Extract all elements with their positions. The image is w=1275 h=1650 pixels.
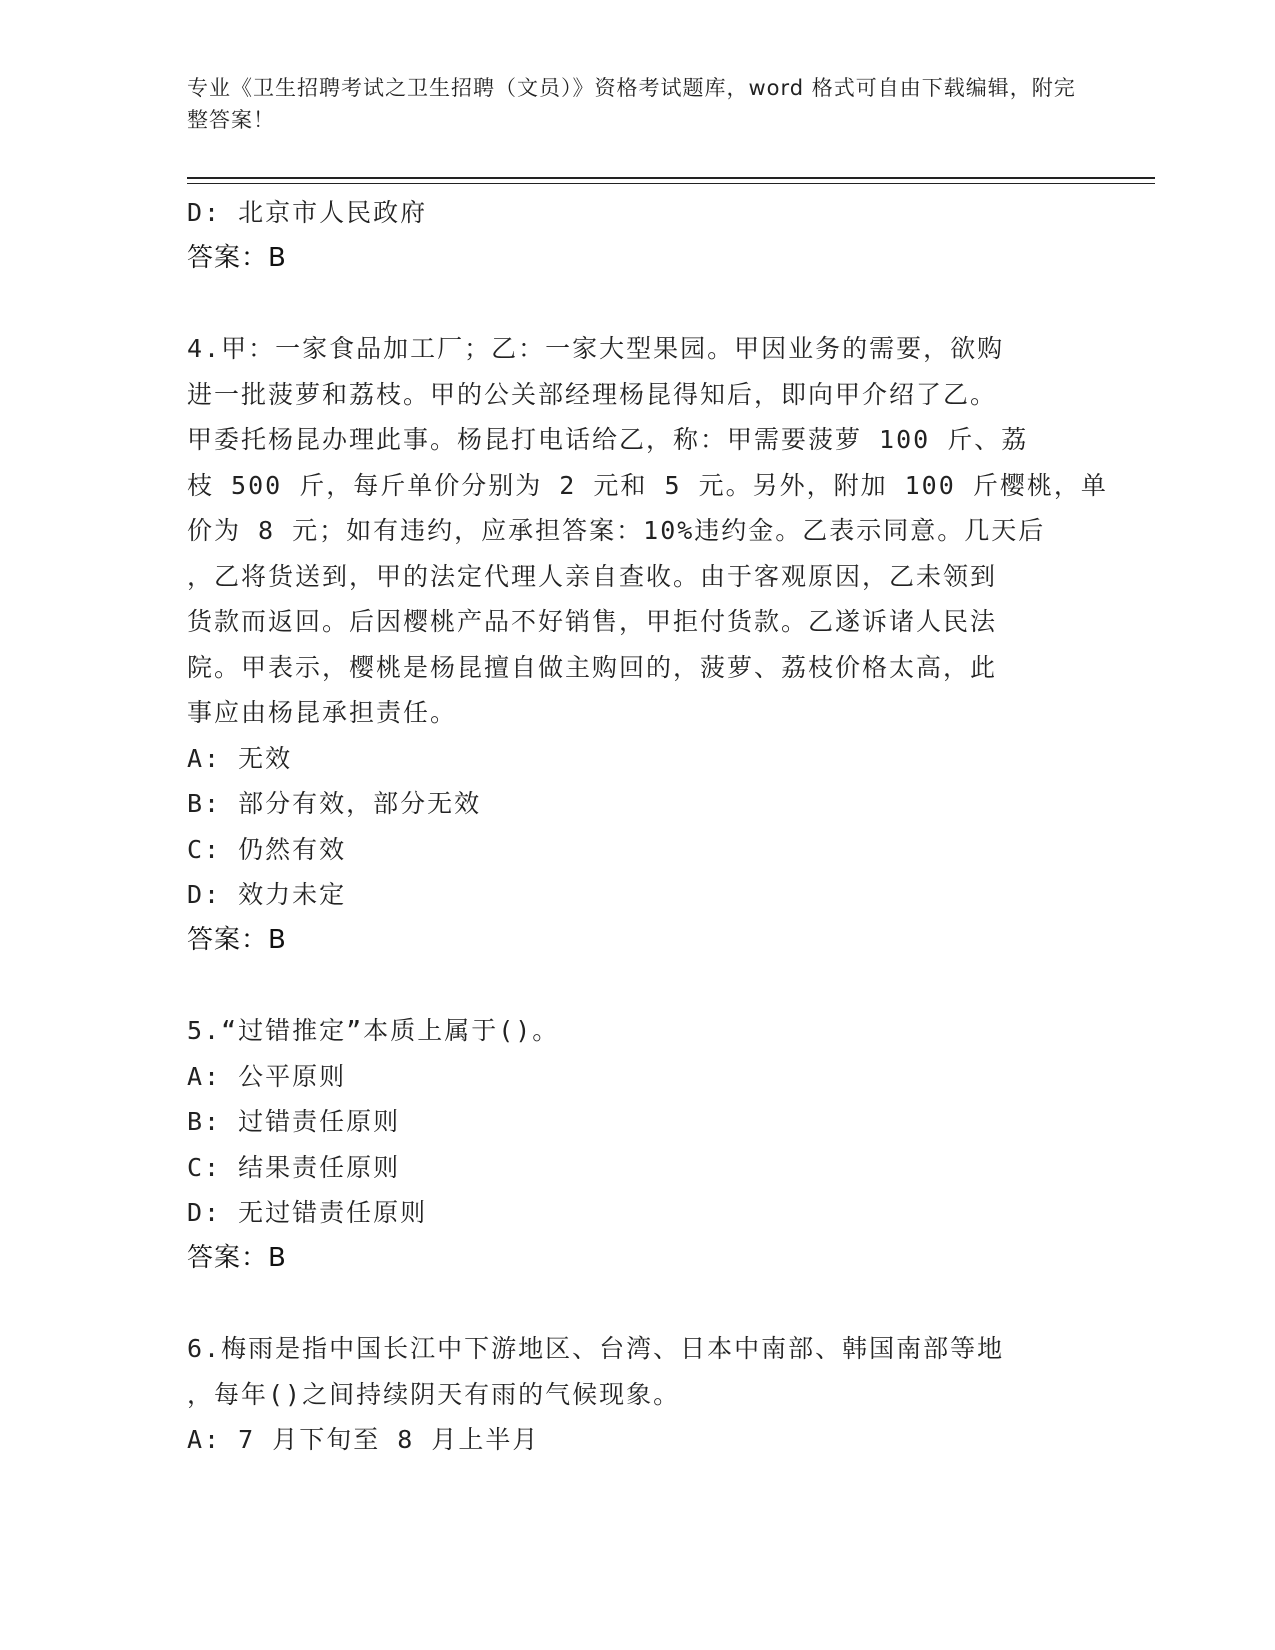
- q4-line: 甲委托杨昆办理此事。杨昆打电话给乙，称：甲需要菠萝 100 斤、荔: [187, 425, 1029, 454]
- q4-option-b: B: 部分有效，部分无效: [187, 789, 482, 818]
- q4-line: 货款而返回。后因樱桃产品不好销售，甲拒付货款。乙遂诉诸人民法: [187, 607, 998, 636]
- q6-line: ，每年()之间持续阴天有雨的气候现象。: [187, 1379, 681, 1409]
- page-header: 专业《卫生招聘考试之卫生招聘（文员）》资格考试题库，word 格式可自由下载编辑，附完整答案！: [187, 76, 1076, 132]
- spacer: [187, 963, 1087, 1008]
- q4-line: 价为 8 元；如有违约，应承担答案：10%违约金。乙表示同意。几天后: [187, 516, 1046, 545]
- q5-option-d: D: 无过错责任原则: [187, 1198, 428, 1227]
- q4-line: ，乙将货送到，甲的法定代理人亲自查收。由于客观原因，乙未领到: [187, 561, 998, 591]
- q3-option-d: D: 北京市人民政府: [187, 198, 428, 227]
- q3-answer: 答案：B: [187, 242, 287, 273]
- header-rule-thick: [187, 177, 1155, 179]
- q4-line: 进一批菠萝和荔枝。甲的公关部经理杨昆得知后，即向甲介绍了乙。: [187, 379, 998, 409]
- q4-line: 枝 500 斤，每斤单价分别为 2 元和 5 元。另外，附加 100 斤樱桃，单: [187, 470, 1108, 500]
- q4-line: 院。甲表示，樱桃是杨昆擅自做主购回的，菠萝、荔枝价格太高，此: [187, 652, 998, 682]
- q5-option-c: C: 结果责任原则: [187, 1152, 401, 1182]
- spacer: [187, 281, 1087, 326]
- question-content: [187, 190, 1108, 1463]
- q4-answer: 答案：B: [187, 924, 287, 955]
- q4-line: 事应由杨昆承担责任。: [187, 698, 458, 727]
- q4-option-a: A: 无效: [187, 743, 293, 773]
- q4-option-d: D: 效力未定: [187, 880, 347, 909]
- spacer: [187, 1281, 1087, 1326]
- q6-line: 6.梅雨是指中国长江中下游地区、台湾、日本中南部、韩国南部等地: [187, 1334, 1005, 1363]
- q4-option-c: C: 仍然有效: [187, 834, 347, 864]
- q6-question: [187, 1326, 1087, 1417]
- q5-answer: 答案：B: [187, 1242, 287, 1273]
- q5-question: 5.“过错推定”本质上属于()。: [187, 1016, 560, 1045]
- q5-option-a: A: 公平原则: [187, 1061, 347, 1091]
- q5-option-b: B: 过错责任原则: [187, 1107, 401, 1136]
- header-rule-thin: [187, 183, 1155, 184]
- q4-line: 4.甲：一家食品加工厂；乙：一家大型果园。甲因业务的需要，欲购: [187, 334, 1005, 363]
- q4-question: [187, 326, 1108, 736]
- q6-option-a: A: 7 月下旬至 8 月上半月: [187, 1425, 540, 1454]
